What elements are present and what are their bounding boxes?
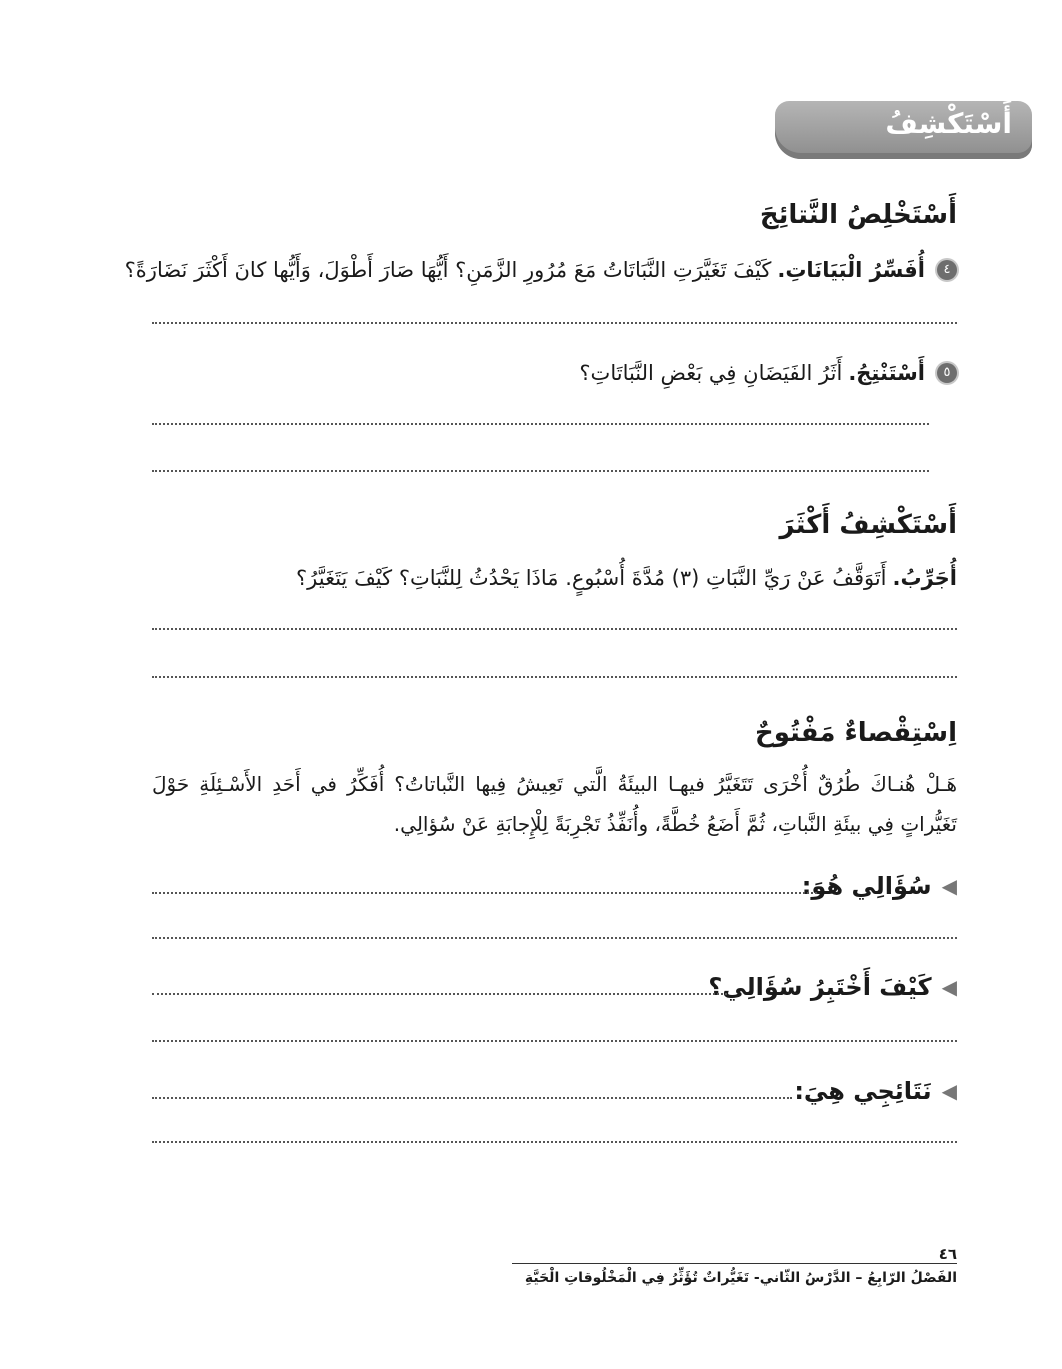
- question-5: [579, 361, 957, 385]
- answer-line[interactable]: [152, 470, 929, 472]
- answer-line[interactable]: [152, 993, 727, 995]
- answer-line[interactable]: [152, 1141, 957, 1143]
- footer-chapter-title: الفَصْلُ الرّابِعُ – الدَّرْسُ الثّاني- تَغَيُّراتٌ تُؤَثِّرُ فِي الْمَخْلُوقاتِ الْحَيَّةِ: [524, 1270, 957, 1286]
- question-skill-label: أُفَسِّرُ الْبَيَانَاتِ.: [777, 258, 925, 282]
- footer-divider: [512, 1263, 957, 1264]
- prompt-my-question: [802, 872, 957, 900]
- answer-line[interactable]: [152, 423, 929, 425]
- answer-line[interactable]: [152, 1097, 792, 1099]
- heading-draw-conclusions: أَسْتَخْلِصُ النَّتائِجَ: [759, 200, 957, 230]
- page-number: ٤٦: [938, 1245, 957, 1263]
- triangle-arrow-icon: ◀: [941, 975, 957, 999]
- triangle-arrow-icon: ◀: [941, 1079, 957, 1103]
- section-tab: [775, 101, 1032, 159]
- answer-line[interactable]: [152, 322, 957, 324]
- inquiry-paragraph: هَـلْ هُنـاكَ طُرُقٌ أُخْرَى تَتَغَيَّرُ فيهـا البيئَةُ الَّتي تَعِيشُ فِيها النَّباتاتُ؟ أُفَكِّرُ في أَحَدِ الأَسْـئِلَةِ حَوْلَ تَغَيُّراتٍ فِي بيئَةِ النَّباتِ، ثُمَّ أَضَعُ خُطَّةً، وأُنَفِّذُ تَجْرِبَةً لِلْإِجابَةِ عَنْ سُؤالِي.: [152, 772, 957, 836]
- question-skill-label: أُجَرِّبُ.: [892, 566, 957, 590]
- question-text: أَثَرُ الفَيَضَانِ فِي بَعْضِ النَّبَاتَاتِ؟: [579, 361, 843, 385]
- prompt-my-results: [794, 1077, 957, 1105]
- prompt-label: كَيْفَ أَخْتَبِرُ سُؤَالِي؟: [708, 973, 932, 1001]
- question-skill-label: أَسْتَنْتِجُ.: [848, 361, 925, 385]
- question-experiment: [296, 566, 957, 590]
- heading-open-inquiry: اِسْتِقْصاءٌ مَفْتُوحٌ: [755, 718, 957, 748]
- answer-line[interactable]: [152, 1040, 957, 1042]
- question-text: أَتَوَقَّفُ عَنْ رَيِّ النَّبَاتِ (٣) مُدَّةَ أُسْبُوعٍ. مَاذَا يَحْدُثُ لِلنَّبَاتِ؟ كَيْفَ يَتَغَيَّرُ؟: [296, 566, 887, 590]
- answer-line[interactable]: [152, 628, 957, 630]
- answer-line[interactable]: [152, 892, 817, 894]
- question-number-badge: ٤: [937, 260, 957, 280]
- prompt-label: نَتَائِجِي هِيَ:: [794, 1077, 932, 1105]
- prompt-how-test: [708, 973, 957, 1001]
- heading-explore-more: أَسْتَكْشِفُ أَكْثَرَ: [779, 510, 957, 540]
- question-4: [125, 258, 957, 282]
- triangle-arrow-icon: ◀: [941, 874, 957, 898]
- question-text: كَيْفَ تَغَيَّرَتِ النَّبَاتَاتُ مَعَ مُرُورِ الزَّمَنِ؟ أَيُّهَا صَارَ أَطْوَلَ، وَأَيُّها كانَ أَكْثَرَ نَضَارَةً؟: [124, 258, 772, 282]
- prompt-label: سُؤَالِي هُوَ:: [801, 872, 932, 900]
- question-number-badge: ٥: [937, 363, 957, 383]
- answer-line[interactable]: [152, 937, 957, 939]
- tab-label: أَسْتَكْشِفُ: [885, 107, 1012, 140]
- answer-line[interactable]: [152, 676, 957, 678]
